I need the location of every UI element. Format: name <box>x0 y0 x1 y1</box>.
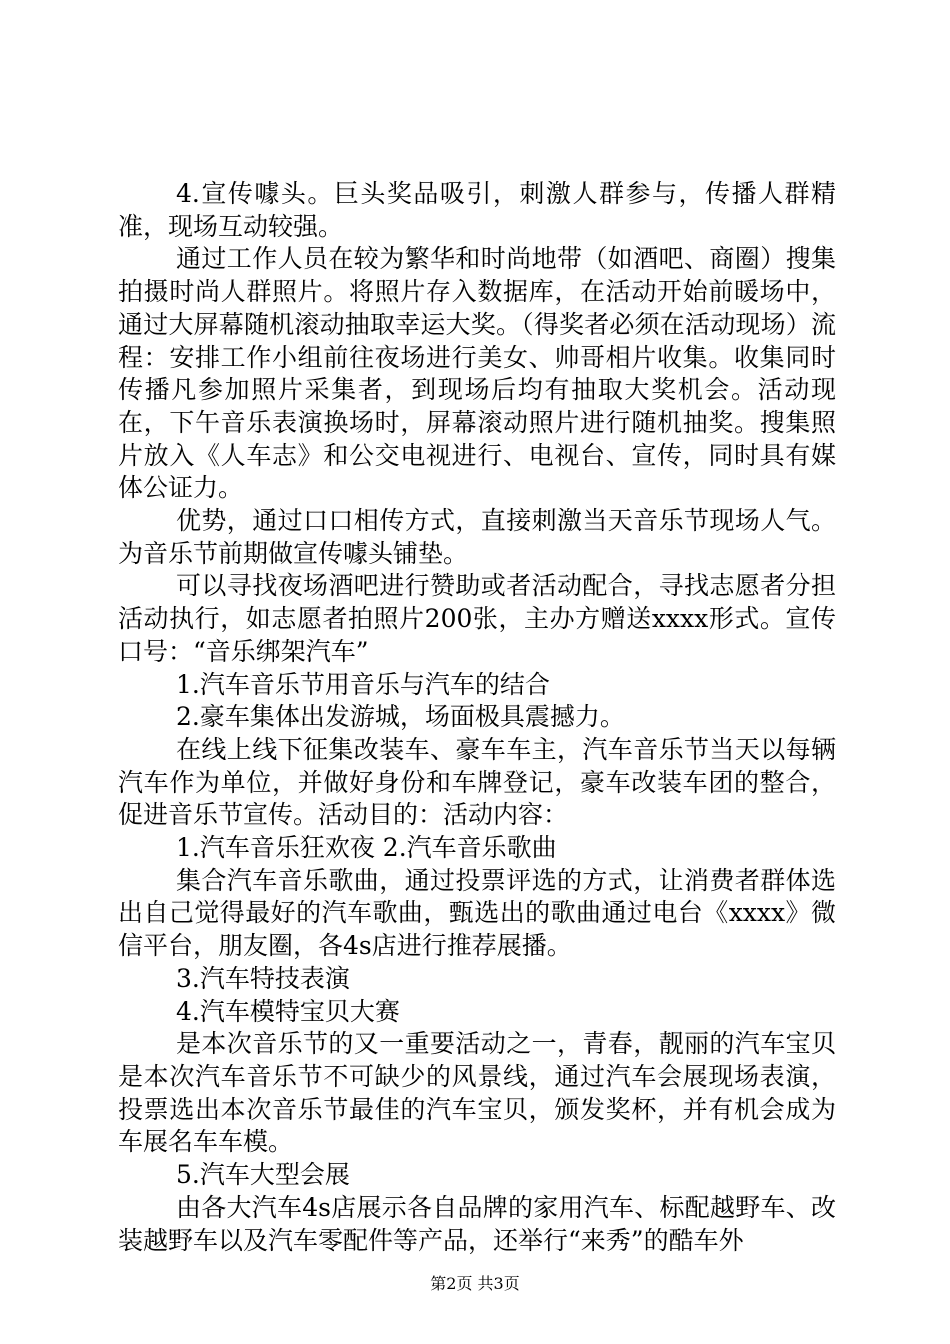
paragraph: 1.汽车音乐节用音乐与汽车的结合 <box>176 669 550 699</box>
paragraph: 2.豪车集体出发游城，场面极具震撼力。 <box>176 702 625 732</box>
paragraph: 4.汽车模特宝贝大赛 <box>176 996 400 1026</box>
paragraph: 3.汽车特技表演 <box>176 963 350 993</box>
paragraph: 是本次音乐节的又一重要活动之一，青春，靓丽的汽车宝贝是本次汽车音乐节不可缺少的风景线，通过汽车会展现场表演，投票选出本次音乐节最佳的汽车宝贝，颁发奖杯，并有机会成为车展名车车模。 <box>118 1029 836 1157</box>
paragraph: 集合汽车音乐歌曲，通过投票评选的方式，让消费者群体选出自己觉得最好的汽车歌曲，甄选出的歌曲通过电台《xxxx》微信平台，朋友圈，各4s店进行推荐展播。 <box>118 865 836 961</box>
document-body <box>118 178 836 1257</box>
paragraph: 5.汽车大型会展 <box>176 1160 350 1190</box>
paragraph: 1.汽车音乐狂欢夜 2.汽车音乐歌曲 <box>176 833 557 863</box>
paragraph: 在线上线下征集改装车、豪车车主，汽车音乐节当天以每辆汽车作为单位，并做好身份和车牌登记，豪车改装车团的整合，促进音乐节宣传。活动目的：活动内容： <box>118 734 836 830</box>
page-footer <box>0 1274 950 1294</box>
paragraph: 4.宣传噱头。巨头奖品吸引，刺激人群参与，传播人群精准，现场互动较强。 <box>118 179 836 241</box>
paragraph: 可以寻找夜场酒吧进行赞助或者活动配合，寻找志愿者分担活动执行，如志愿者拍照片200张，主办方赠送xxxx形式。宣传口号：“音乐绑架汽车” <box>118 571 836 666</box>
paragraph: 优势，通过口口相传方式，直接刺激当天音乐节现场人气。为音乐节前期做宣传噱头铺垫。 <box>118 506 836 568</box>
paragraph: 通过工作人员在较为繁华和时尚地带（如酒吧、商圈）搜集拍摄时尚人群照片。将照片存入数据库，在活动开始前暖场中，通过大屏幕随机滚动抽取幸运大奖。（得奖者必须在活动现场）流程：安排工作小组前往夜场进行美女、帅哥相片收集。收集同时传播凡参加照片采集者，到现场后均有抽取大奖机会。活动现在，下午音乐表演换场时，屏幕滚动照片进行随机抽奖。搜集照片放入《人车志》和公交电视进行、电视台、宣传，同时具有媒体公证力。 <box>118 244 836 503</box>
page-number-label: 第2页 共3页 <box>430 1274 520 1293</box>
paragraph: 由各大汽车4s店展示各自品牌的家用汽车、标配越野车、改装越野车以及汽车零配件等产品，还举行“来秀”的酷车外 <box>118 1192 836 1255</box>
